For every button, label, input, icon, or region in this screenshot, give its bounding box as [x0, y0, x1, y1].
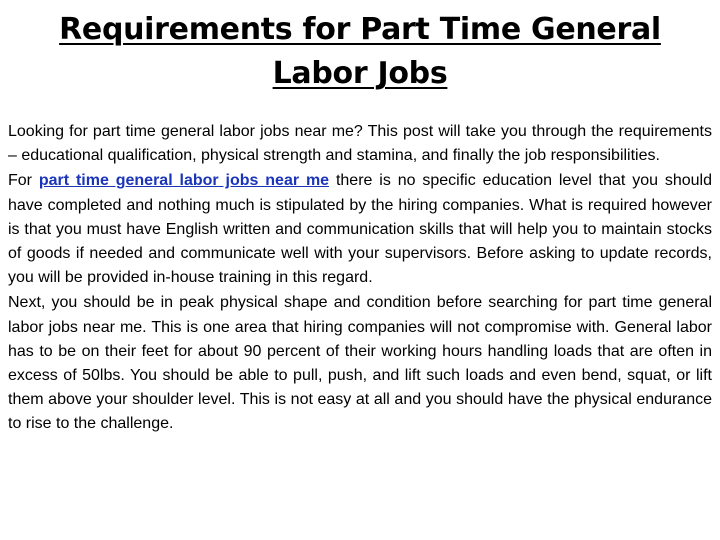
article-body: [8, 120, 712, 437]
paragraph-intro: Looking for part time general labor jobs near me? This post will take you through the requirements – educational qualification, physical strength and stamina, and finally the job responsibilities.: [8, 123, 712, 165]
paragraph-education-lead: For: [8, 172, 39, 190]
paragraph-physical: Next, you should be in peak physical shape and condition before searching for part time general labor jobs near me. This is one area that hiring companies will not compromise with. General labor has to be on their feet for about 90 percent of their working hours handling loads that are often in excess of 50lbs. You should be able to pull, push, and lift such loads and even bend, squat, or lift them above your shoulder level. This is not easy at all and you should have the physical endurance to rise to the challenge.: [8, 294, 712, 433]
paragraph-education-rest: there is no specific education level that you should have completed and nothing much is stipulated by the hiring companies. What is required however is that you must have English written and communication skills that will help you to maintain stocks of goods if needed and communicate well with your supervisors. Before asking to update records, you will be provided in-house training in this regard.: [8, 172, 713, 287]
paragraph-education: [8, 169, 712, 290]
part-time-jobs-link[interactable]: part time general labor jobs near me: [38, 172, 330, 190]
page-title: Requirements for Part Time General Labor Jobs: [59, 12, 661, 91]
